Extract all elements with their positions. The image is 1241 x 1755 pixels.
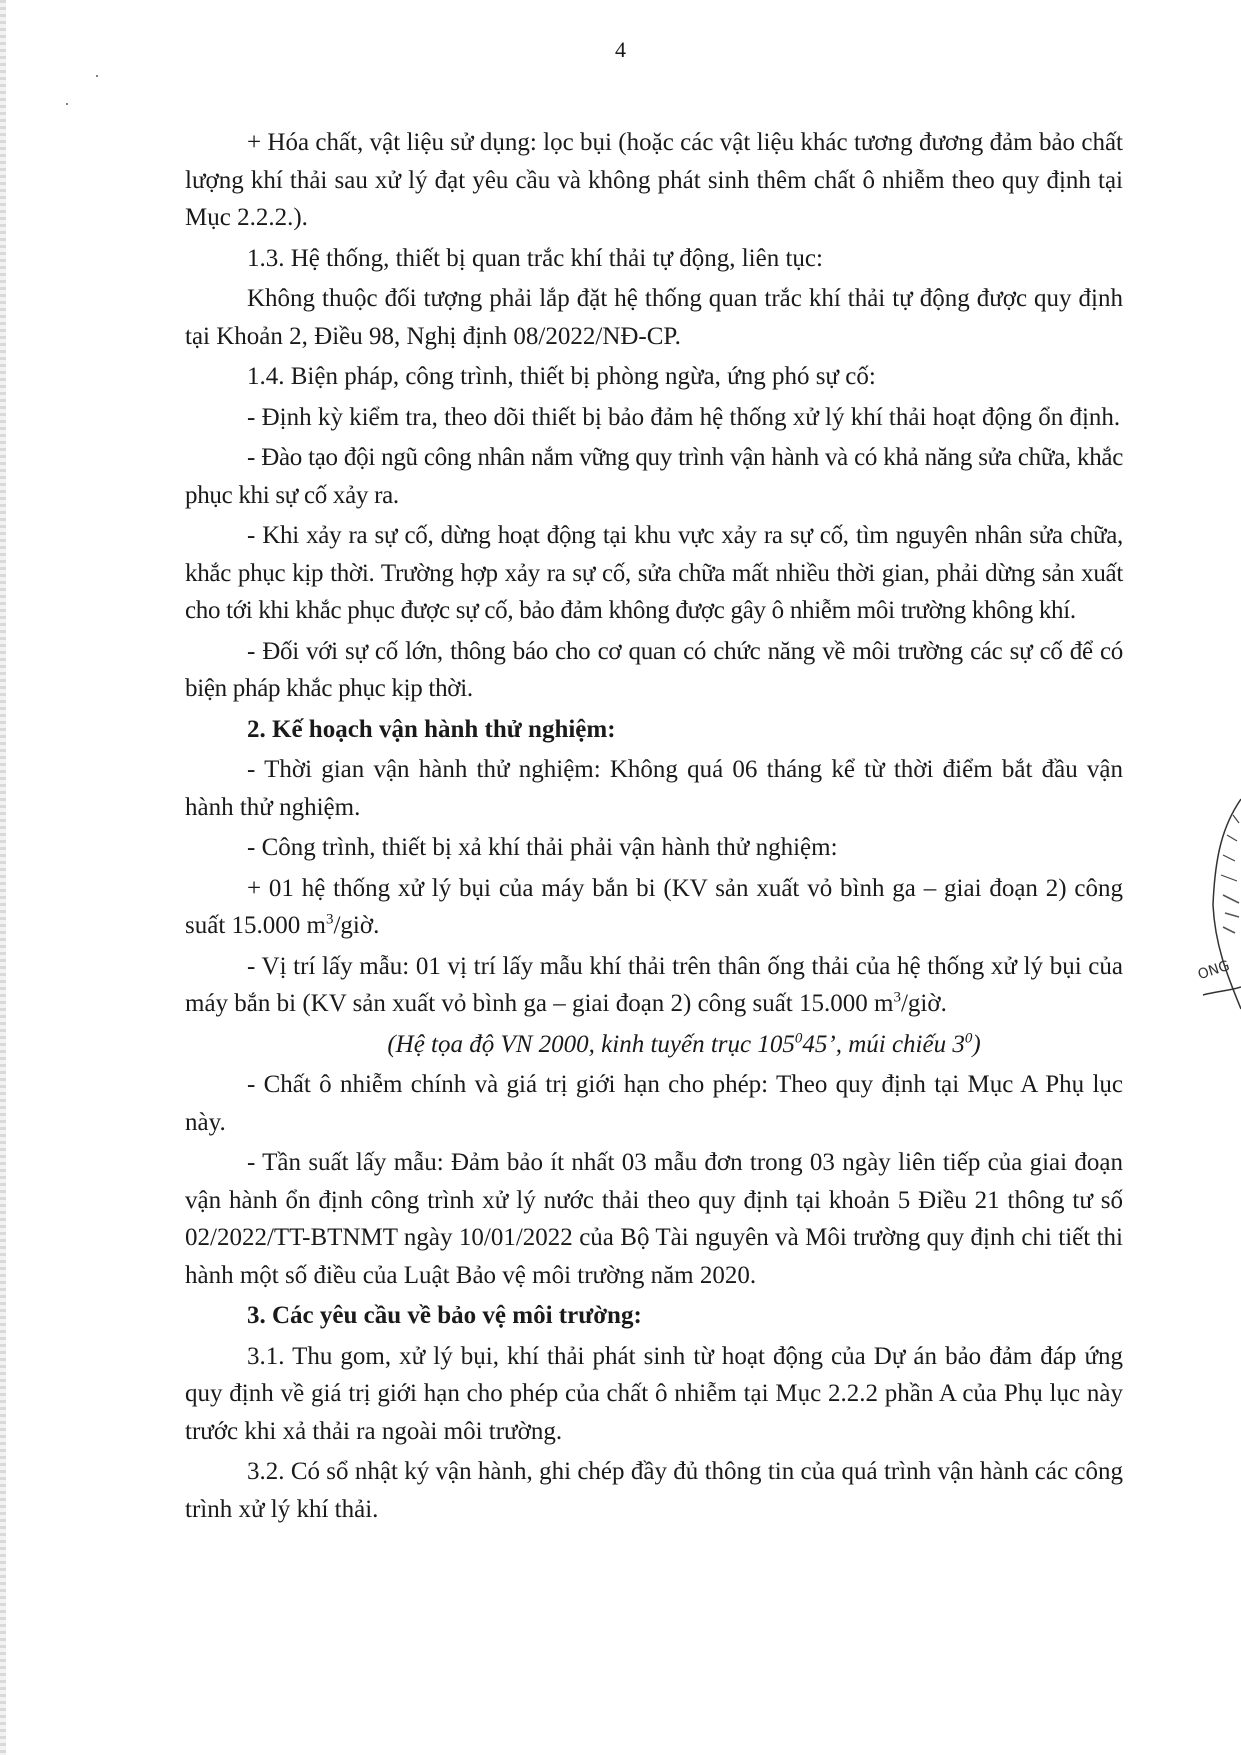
coordinate-end: ): [972, 1030, 981, 1058]
paragraph-monitoring: Không thuộc đối tượng phải lắp đặt hệ thống quan trắc khí thải tự động được quy định tại Khoản 2, Điều 98, Nghị định 08/2022/NĐ-CP.: [185, 285, 1123, 350]
coordinate-mid: 45’, múi chiếu 3: [802, 1030, 965, 1058]
superscript: 3: [325, 911, 334, 928]
paragraph-sampling-location: [185, 948, 1123, 1023]
paragraph-training: - Đào tạo đội ngũ công nhân nắm vững quy trình vận hành và có khả năng sửa chữa, khắc phục khi sự cố xảy ra.: [185, 444, 1123, 509]
paragraph-sampling-frequency: - Tần suất lấy mẫu: Đảm bảo ít nhất 03 mẫu đơn trong 03 ngày liên tiếp của giai đoạn vận hành ổn định công trình xử lý nước thải theo quy định tại khoản 5 Điều 21 thông tư số 02/2022/TT-BTNMT ngày 10/01/2022 của Bộ Tài nguyên và Môi trường quy định chi tiết thi hành một số điều của Luật Bảo vệ môi trường năm 2020.: [185, 1149, 1123, 1289]
dust-system-text: + 01 hệ thống xử lý bụi của máy bắn bi (KV sản xuất vỏ bình ga – giai đoạn 2) công suất 15.000 m: [185, 874, 1123, 939]
paragraph-trial-duration: - Thời gian vận hành thử nghiệm: Không quá 06 tháng kể từ thời điểm bắt đầu vận hành thử nghiệm.: [185, 756, 1123, 821]
scan-speck: [96, 75, 98, 77]
section-1-3-title: 1.3. Hệ thống, thiết bị quan trắc khí thải tự động, liên tục:: [247, 244, 823, 272]
paragraph-trial-equipment: - Công trình, thiết bị xả khí thải phải vận hành thử nghiệm:: [247, 834, 838, 861]
paragraph-incident: - Khi xảy ra sự cố, dừng hoạt động tại khu vực xảy ra sự cố, tìm nguyên nhân sửa chữa, khắc phục kịp thời. Trường hợp xảy ra sự cố, sửa chữa mất nhiều thời gian, phải dừng sản xuất cho tới khi khắc phục được sự cố, bảo đảm không được gây ô nhiễm môi trường không khí.: [185, 522, 1123, 624]
superscript: 0: [794, 1030, 803, 1047]
superscript: 3: [893, 989, 901, 1006]
section-2-heading: 2. Kế hoạch vận hành thử nghiệm:: [247, 715, 616, 743]
paragraph-3-1: 3.1. Thu gom, xử lý bụi, khí thải phát sinh từ hoạt động của Dự án bảo đảm đáp ứng quy định về giá trị giới hạn cho phép của chất ô nhiễm tại Mục 2.2.2 phần A của Phụ lục này trước khi xả thải ra ngoài môi trường.: [185, 1342, 1123, 1445]
stamp-fragment-text: ONG: [1195, 957, 1232, 984]
superscript: 0: [964, 1030, 973, 1047]
coordinate-note: [185, 1026, 1123, 1064]
scan-speck: [66, 103, 68, 105]
sampling-location-text: - Vị trí lấy mẫu: 01 vị trí lấy mẫu khí thải trên thân ống thải của hệ thống xử lý bụi của máy bắn bi (KV sản xuất vỏ bình ga – giai đoạn 2) công suất 15.000 m: [185, 952, 1123, 1017]
paragraph-3-2: 3.2. Có sổ nhật ký vận hành, ghi chép đầy đủ thông tin của quá trình vận hành các công trình xử lý khí thải.: [185, 1458, 1123, 1523]
paragraph-periodic-check: - Định kỳ kiểm tra, theo dõi thiết bị bảo đảm hệ thống xử lý khí thải hoạt động ổn định.: [247, 403, 1121, 431]
stamp-fragment-icon: [1193, 795, 1241, 1015]
sampling-location-unit: /giờ.: [900, 990, 947, 1017]
section-3-heading: 3. Các yêu cầu về bảo vệ môi trường:: [247, 1302, 642, 1329]
dust-system-unit: /giờ.: [333, 912, 380, 939]
paragraph-dust-system: [185, 870, 1123, 945]
scan-left-edge: [0, 0, 6, 1755]
coordinate-text: (Hệ tọa độ VN 2000, kinh tuyến trục 105: [387, 1030, 795, 1058]
page-number: 4: [615, 37, 626, 62]
paragraph-chemicals: + Hóa chất, vật liệu sử dụng: lọc bụi (hoặc các vật liệu khác tương đương đảm bảo chất lượng khí thải sau xử lý đạt yêu cầu và không phát sinh thêm chất ô nhiễm theo quy định tại Mục 2.2.2.).: [185, 129, 1123, 231]
section-1-4-title: 1.4. Biện pháp, công trình, thiết bị phòng ngừa, ứng phó sự cố:: [247, 363, 876, 390]
document-body: [185, 124, 1123, 1531]
paragraph-major-incident: - Đối với sự cố lớn, thông báo cho cơ quan có chức năng về môi trường các sự cố để có biện pháp khắc phục kịp thời.: [185, 637, 1123, 702]
paragraph-pollutants: - Chất ô nhiễm chính và giá trị giới hạn cho phép: Theo quy định tại Mục A Phụ lục này.: [185, 1071, 1123, 1136]
